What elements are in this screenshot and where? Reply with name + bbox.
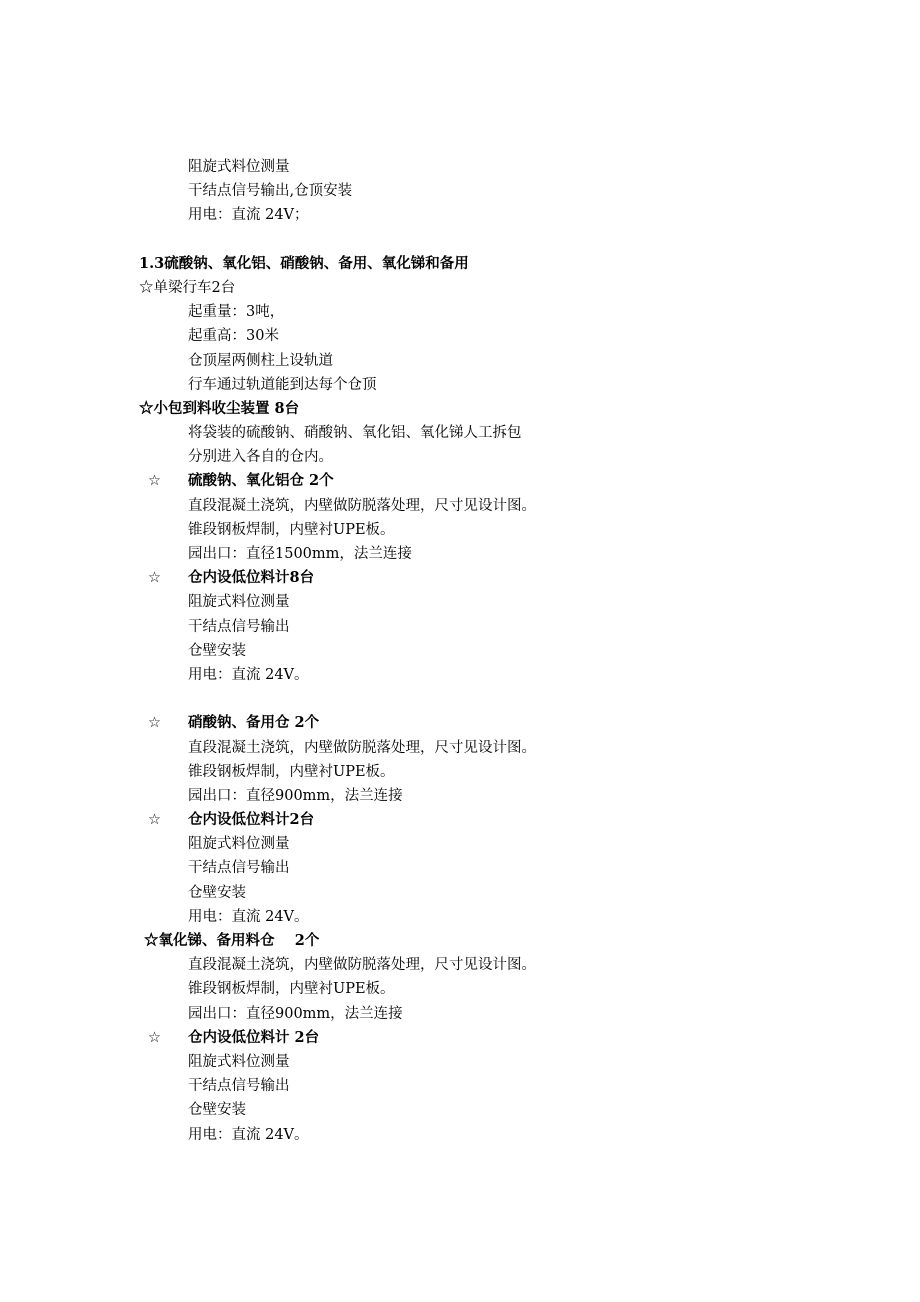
item-title: 硝酸钠、备用仓 2个 bbox=[188, 714, 320, 732]
text-line: 将袋装的硫酸钠、硝酸钠、氧化铝、氧化锑人工拆包 bbox=[188, 425, 522, 442]
text-line: 分别进入各自的仓内。 bbox=[188, 449, 333, 466]
text-line: 阻旋式料位测量 bbox=[188, 836, 290, 853]
text-line: 仓壁安装 bbox=[188, 884, 246, 901]
text-line: 直段混凝土浇筑，内壁做防脱落处理，尺寸见设计图。 bbox=[188, 957, 536, 974]
item-title: 仓内设低位料计2台 bbox=[188, 811, 315, 829]
text-line: 锥段钢板焊制，内壁衬UPE板。 bbox=[188, 981, 395, 998]
item-heading bbox=[0, 1026, 920, 1050]
text-line: 园出口：直径1500mm，法兰连接 bbox=[188, 546, 412, 562]
text-line: 干结点信号输出,仓顶安装 bbox=[188, 183, 353, 200]
text-line: 行车通过轨道能到达每个仓顶 bbox=[188, 376, 377, 393]
blank-line bbox=[0, 687, 920, 711]
item-heading bbox=[0, 711, 920, 735]
text-line: 用电：直流 24V。 bbox=[188, 908, 309, 925]
item-title: 仓内设低位料计8台 bbox=[188, 569, 315, 587]
text-line: 起重量：3吨， bbox=[188, 304, 285, 321]
text-line: 直段混凝土浇筑，内壁做防脱落处理，尺寸见设计图。 bbox=[188, 739, 536, 756]
text-line: 直段混凝土浇筑，内壁做防脱落处理，尺寸见设计图。 bbox=[188, 497, 536, 514]
text-line: 阻旋式料位测量 bbox=[188, 1053, 290, 1070]
item-heading: ☆单梁行车2台 bbox=[139, 279, 236, 296]
text-line: 用电：直流 24V。 bbox=[188, 666, 309, 683]
text-line: 干结点信号输出 bbox=[188, 860, 290, 877]
star-icon: ☆ bbox=[148, 473, 161, 490]
item-title: 仓内设低位料计 2台 bbox=[188, 1028, 320, 1046]
text-line: 锥段钢板焊制，内壁衬UPE板。 bbox=[188, 521, 395, 538]
text-line: 园出口：直径900mm，法兰连接 bbox=[188, 1005, 403, 1022]
star-icon: ☆ bbox=[148, 812, 161, 829]
star-icon: ☆ bbox=[148, 715, 161, 732]
item-heading: ☆小包到料收尘装置 8台 bbox=[139, 399, 300, 417]
text-line: 干结点信号输出 bbox=[188, 1078, 290, 1095]
item-heading bbox=[0, 808, 920, 832]
item-heading bbox=[0, 566, 920, 590]
text-line: 仓壁安装 bbox=[188, 1102, 246, 1119]
text-line: 起重高：30米 bbox=[188, 328, 279, 345]
star-icon: ☆ bbox=[148, 570, 161, 587]
star-icon: ☆ bbox=[148, 1029, 161, 1046]
text-line: 仓顶屋两侧柱上设轨道 bbox=[188, 352, 333, 369]
item-heading: ☆氧化锑、备用料仓 2个 bbox=[139, 932, 320, 949]
text-line: 锥段钢板焊制，内壁衬UPE板。 bbox=[188, 763, 395, 780]
text-line: 用电：直流 24V； bbox=[188, 207, 309, 224]
item-title: 硫酸钠、氧化铝仓 2个 bbox=[188, 472, 334, 490]
text-line: 阻旋式料位测量 bbox=[188, 159, 290, 175]
text-line: 阻旋式料位测量 bbox=[188, 594, 290, 611]
text-line: 干结点信号输出 bbox=[188, 618, 290, 635]
text-line: 用电：直流 24V。 bbox=[188, 1126, 309, 1143]
section-heading: 1.3硫酸钠、氧化铝、硝酸钠、备用、氧化锑和备用 bbox=[139, 254, 469, 272]
blank-line bbox=[0, 228, 920, 252]
item-heading bbox=[0, 469, 920, 493]
text-line: 园出口：直径900mm，法兰连接 bbox=[188, 787, 403, 804]
text-line: 仓壁安装 bbox=[188, 642, 246, 659]
document-body bbox=[0, 155, 920, 1147]
